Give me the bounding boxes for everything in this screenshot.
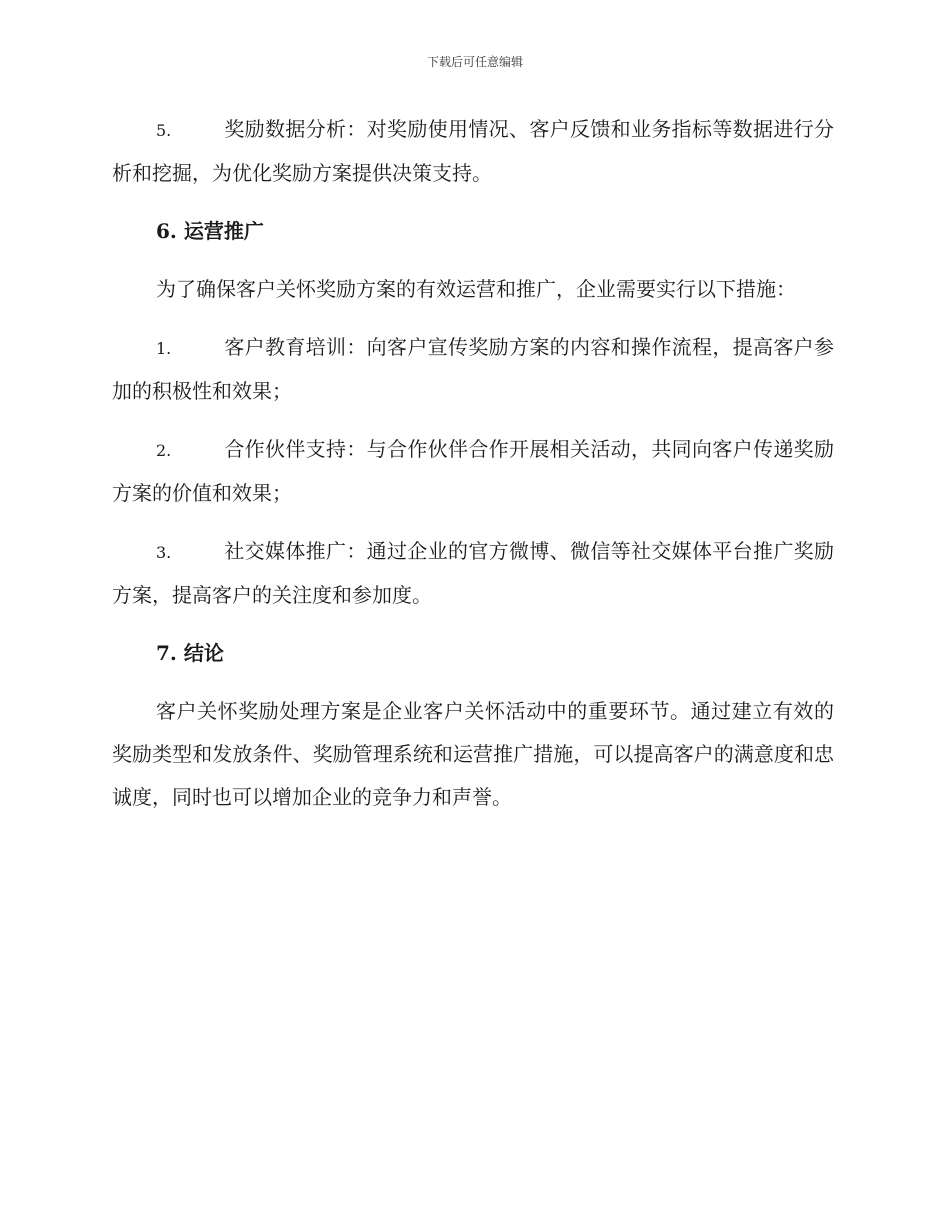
page-header: 下载后可任意编辑 xyxy=(426,55,523,69)
list-item-text: 奖励数据分析：对奖励使用情况、客户反馈和业务指标等数据进行分析和挖掘，为优化奖励方案提供决策支持。 xyxy=(112,117,834,185)
document-body xyxy=(112,108,834,834)
list-number: 3. xyxy=(156,543,172,562)
paragraph-operations-intro: 为了确保客户关怀奖励方案的有效运营和推广，企业需要实行以下措施： xyxy=(156,277,796,301)
paragraph-conclusion: 客户关怀奖励处理方案是企业客户关怀活动中的重要环节。通过建立有效的奖励类型和发放条件、奖励管理系统和运营推广措施，可以提高客户的满意度和忠诚度，同时也可以增加企业的竞争力和声誉。 xyxy=(112,699,834,809)
section-heading-conclusion: 7. 结论 xyxy=(156,641,224,665)
list-item-customer-training xyxy=(112,326,834,413)
list-item-text: 客户教育培训：向客户宣传奖励方案的内容和操作流程，提高客户参加的积极性和效果； xyxy=(112,335,834,403)
section-heading-operations: 6. 运营推广 xyxy=(156,219,264,243)
list-number: 1. xyxy=(156,339,172,358)
list-number: 2. xyxy=(156,441,172,460)
list-item-social-media xyxy=(112,530,834,617)
list-item-text: 社交媒体推广：通过企业的官方微博、微信等社交媒体平台推广奖励方案，提高客户的关注度和参加度。 xyxy=(112,539,834,607)
list-item-partner-support xyxy=(112,428,834,515)
list-item-reward-data-analysis xyxy=(112,108,834,195)
list-number: 5. xyxy=(156,121,172,140)
list-item-text: 合作伙伴支持：与合作伙伴合作开展相关活动，共同向客户传递奖励方案的价值和效果； xyxy=(112,437,834,505)
